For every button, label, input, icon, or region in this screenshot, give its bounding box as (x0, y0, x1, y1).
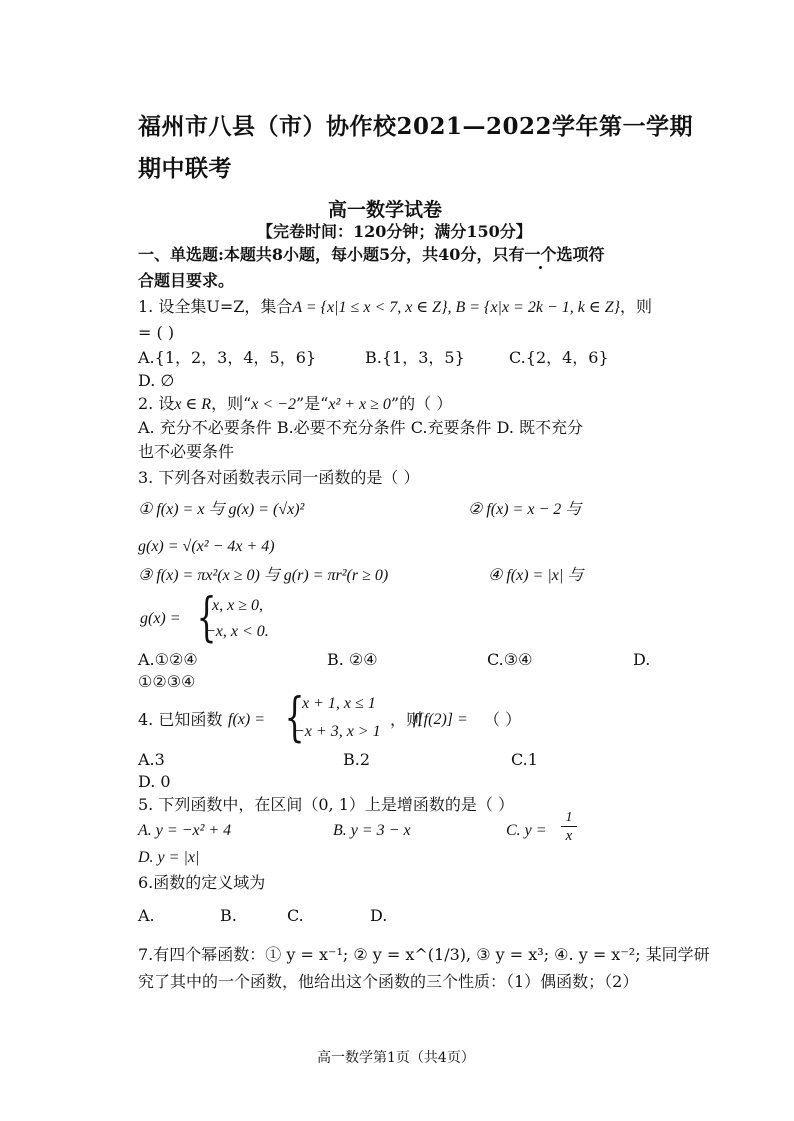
q4-option-b: B.2 (343, 750, 371, 769)
q3-stem: 3. 下列各对函数表示同一函数的是（ ） (138, 468, 420, 487)
q3-item3: ③ f(x) = πx²(x ≥ 0) 与 g(r) = πr²(r ≥ 0) (138, 567, 389, 584)
q1-stem-b: ，则 (619, 297, 652, 316)
q4-piecewise-brace: { (284, 688, 305, 748)
q2-expr3: x² + x ≥ 0 (328, 396, 391, 413)
q5-option-c-fraction (561, 810, 577, 845)
q7-line2: 究了其中的一个函数，他给出这个函数的三个性质：（1）偶函数；（2） (138, 972, 639, 991)
q4-option-d: D. 0 (138, 772, 171, 791)
q3-g-label: g(x) = (140, 610, 181, 627)
q5-option-b: B. y = 3 − x (333, 822, 411, 839)
q3-piece2: −x, x < 0. (205, 623, 269, 640)
q6-option-c: C. (287, 906, 304, 925)
q3-item2: ② f(x) = x − 2 与 (468, 501, 582, 518)
q3-option-d-cont: ①②③④ (138, 672, 196, 691)
q3-item1: ① f(x) = x 与 g(x) = (√x)² (138, 501, 305, 518)
page-footer: 高一数学第1页（共4页） (317, 1050, 475, 1066)
q2-stem-c: ”是“ (295, 394, 329, 413)
q1-stem (138, 297, 652, 318)
q4-stem-a: 4. 已知函数 (138, 710, 223, 729)
q3-item2-cont: g(x) = √(x² − 4x + 4) (138, 538, 275, 555)
q3-option-d: D. (633, 650, 651, 669)
q5-stem: 5. 下列函数中，在区间（0, 1）上是增函数的是（ ） (138, 795, 514, 814)
q4-piece2: −x + 3, x > 1 (294, 723, 381, 740)
q4-option-c: C.1 (511, 750, 538, 769)
q7-line1: 7.有四个幂函数：① y = x⁻¹; ② y = x^(1/3), ③ y = x³; ④. y = x⁻²; 某同学研 (138, 945, 710, 964)
section1-line2: 合题目要求。 (138, 271, 235, 290)
q1-sets: A = {x|1 ≤ x < 7, x ∈ Z}, B = {x|x = 2k − 1, k ∈ Z} (292, 299, 620, 316)
q1-stem-c: = ( ) (138, 323, 175, 342)
q5-frac-numerator: 1 (565, 810, 573, 825)
q4-f-label: f(x) = (228, 711, 265, 728)
q2-expr1: x ∈ R (174, 396, 212, 413)
q5-option-d: D. y = |x| (138, 849, 200, 866)
exam-title-line1: 福州市八县（市）协作校2021—2022学年第一学期 (138, 113, 694, 140)
q2-stem-d: ”的（ ） (390, 394, 453, 413)
q6-stem: 6.函数的定义域为 (138, 873, 266, 892)
subject-title: 高一数学试卷 (328, 199, 443, 221)
q4-stem-b: ，则 (390, 710, 423, 729)
q3-piecewise-brace: { (196, 588, 217, 648)
q4-stem-c: （ ） (484, 710, 522, 729)
q2-stem-b: ，则“ (211, 394, 252, 413)
q2-options-cont: 也不必要条件 (138, 442, 235, 461)
q6-option-b: B. (220, 906, 237, 925)
section1-emphasis: 一个 (524, 245, 557, 264)
q3-option-b: B. ②④ (327, 650, 378, 669)
q6-option-a: A. (138, 906, 155, 925)
q2-stem (138, 394, 452, 415)
section1-prefix: 一、单选题:本题共8小题，每小题5分，共40分，只有 (138, 245, 525, 264)
q4-expr: f[f(2)] = (413, 711, 468, 728)
q5-frac-denominator: x (561, 826, 577, 845)
q4-option-a: A.3 (138, 750, 165, 769)
q2-options: A. 充分不必要条件 B.必要不充分条件 C.充要条件 D. 既不充分 (138, 418, 584, 437)
q1-option-c: C.{2，4，6} (509, 348, 609, 367)
exam-info: 【完卷时间：120分钟；满分150分】 (257, 222, 532, 241)
q1-stem-a: 1. 设全集U=Z，集合 (138, 297, 293, 316)
q5-option-a: A. y = −x² + 4 (138, 822, 232, 839)
q3-piece1: x, x ≥ 0, (212, 597, 263, 614)
q1-option-d: D. ∅ (138, 371, 175, 390)
q3-item4: ④ f(x) = |x| 与 (488, 567, 584, 584)
q3-option-a: A.①②④ (138, 650, 198, 669)
q3-option-c: C.③④ (487, 650, 533, 669)
q5-option-c: C. y = (506, 822, 547, 839)
q2-stem-a: 2. 设 (138, 394, 175, 413)
q4-piece1: x + 1, x ≤ 1 (302, 695, 376, 712)
exam-title-line2: 期中联考 (138, 155, 232, 182)
q6-option-d: D. (370, 906, 388, 925)
q1-option-b: B.{1，3，5} (365, 348, 465, 367)
section1-suffix: 选项符 (556, 245, 605, 264)
section1-line1 (138, 245, 604, 265)
q1-option-a: A.{1，2，3，4，5，6} (138, 348, 317, 367)
q2-expr2: x < −2 (251, 396, 296, 413)
